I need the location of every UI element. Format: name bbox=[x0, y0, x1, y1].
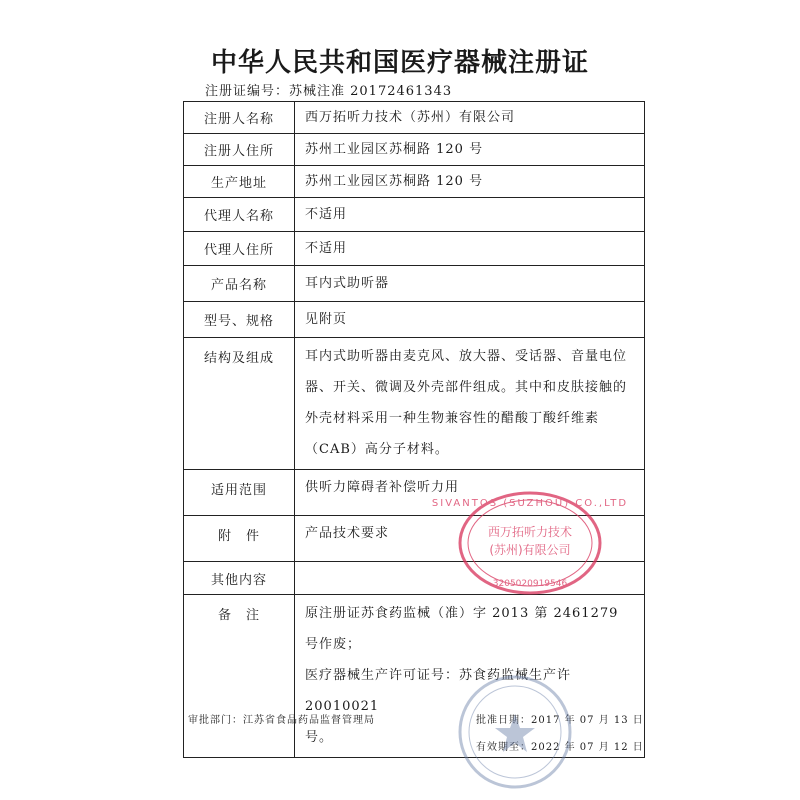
remarks-line: 医疗器械生产许可证号：苏食药监械生产许 20010021 bbox=[305, 668, 572, 714]
table-row bbox=[184, 198, 645, 232]
structure-line: 耳内式助听器由麦克风、放大器、受话器、音量电位 bbox=[305, 349, 628, 364]
remarks-line: 原注册证苏食药监械（准）字 2013 第 2461279 号作废； bbox=[305, 606, 619, 652]
table-row bbox=[184, 516, 645, 562]
row-value-product-name: 耳内式助听器 bbox=[295, 266, 645, 302]
approving-authority: 审批部门：江苏省食品药品监督管理局 bbox=[188, 715, 375, 726]
row-label-model-spec: 型号、规格 bbox=[184, 302, 295, 338]
svg-text:3205020919546: 3205020919546 bbox=[492, 579, 568, 589]
table-row bbox=[184, 266, 645, 302]
row-label-agent-address: 代理人住所 bbox=[184, 232, 295, 266]
table-row bbox=[184, 134, 645, 166]
svg-text:SIVANTOS (SUZHOU) CO.,LTD: SIVANTOS (SUZHOU) CO.,LTD bbox=[431, 498, 629, 509]
row-value-scope: 供听力障碍者补偿听力用 bbox=[295, 470, 645, 516]
table-row bbox=[184, 232, 645, 266]
registration-number: 注册证编号：苏械注准 20172461343 bbox=[205, 84, 453, 99]
svg-text:(苏州)有限公司: (苏州)有限公司 bbox=[489, 543, 571, 557]
approval-date: 批准日期：2017 年 07 月 13 日 bbox=[476, 715, 644, 726]
row-value-structure bbox=[295, 338, 645, 470]
row-value-agent-address: 不适用 bbox=[295, 232, 645, 266]
row-value-attachment: 产品技术要求 bbox=[295, 516, 645, 562]
row-label-product-name: 产品名称 bbox=[184, 266, 295, 302]
row-label-agent-name: 代理人名称 bbox=[184, 198, 295, 232]
row-value-registrant-address: 苏州工业园区苏桐路 120 号 bbox=[295, 134, 645, 166]
row-value-remarks bbox=[295, 595, 645, 758]
row-label-structure: 结构及组成 bbox=[184, 338, 295, 470]
row-value-other bbox=[295, 562, 645, 595]
table-row bbox=[184, 470, 645, 516]
row-value-registrant-name: 西万拓听力技术（苏州）有限公司 bbox=[295, 102, 645, 134]
certificate-table bbox=[183, 101, 645, 758]
structure-line: 器、开关、微调及外壳部件组成。其中和皮肤接触的 bbox=[305, 380, 628, 395]
row-label-registrant-name: 注册人名称 bbox=[184, 102, 295, 134]
row-label-production-address: 生产地址 bbox=[184, 166, 295, 198]
row-label-remarks: 备 注 bbox=[184, 595, 295, 758]
remarks-line: 号。 bbox=[305, 730, 334, 745]
table-row bbox=[184, 338, 645, 470]
row-label-registrant-address: 注册人住所 bbox=[184, 134, 295, 166]
structure-line: 外壳材料采用一种生物兼容性的醋酸丁酸纤维素 bbox=[305, 411, 600, 426]
row-label-scope: 适用范围 bbox=[184, 470, 295, 516]
valid-until: 有效期至：2022 年 07 月 12 日 bbox=[476, 742, 644, 753]
table-row bbox=[184, 166, 645, 198]
table-row bbox=[184, 302, 645, 338]
row-value-model-spec: 见附页 bbox=[295, 302, 645, 338]
row-value-agent-name: 不适用 bbox=[295, 198, 645, 232]
certificate-title: 中华人民共和国医疗器械注册证 bbox=[210, 48, 589, 78]
table-row bbox=[184, 562, 645, 595]
structure-line: （CAB）高分子材料。 bbox=[305, 442, 449, 457]
table-row bbox=[184, 102, 645, 134]
row-label-other: 其他内容 bbox=[184, 562, 295, 595]
row-value-production-address: 苏州工业园区苏桐路 120 号 bbox=[295, 166, 645, 198]
svg-text:西万拓听力技术: 西万拓听力技术 bbox=[487, 525, 573, 539]
table-row bbox=[184, 595, 645, 758]
row-label-attachment: 附 件 bbox=[184, 516, 295, 562]
